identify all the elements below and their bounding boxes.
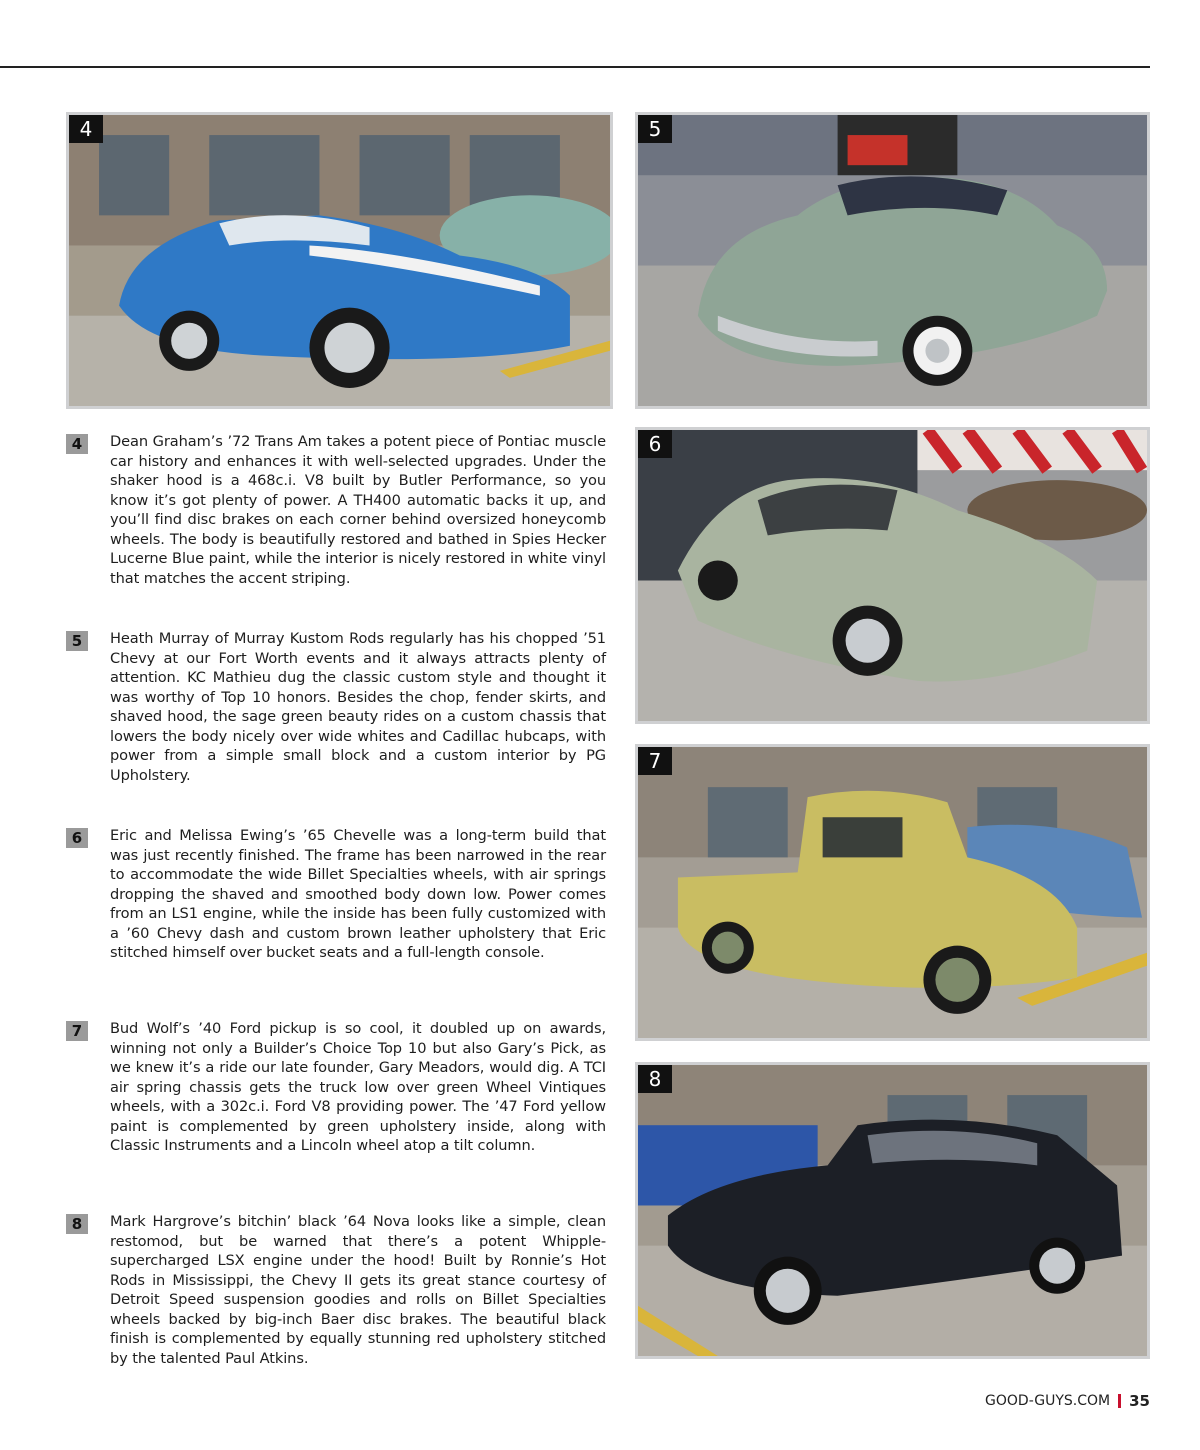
photo-7 xyxy=(635,744,1150,1041)
photo-number-5: 5 xyxy=(638,115,672,143)
photo-8 xyxy=(635,1062,1150,1359)
caption-text-5: Heath Murray of Murray Kustom Rods regularly has his chopped ’51 Chevy at our Fort Worth events and it always attracts plenty of attention. KC Mathieu dug the classic custom style and thought it was worthy of Top 10 honors. Besides the chop, fender skirts, and shaved hood, the sage green beauty rides on a custom chassis that lowers the body nicely over wide whites and Cadillac hubcaps, with power from a simple small block and a custom interior by PG Upholstery. xyxy=(110,630,606,784)
photo-4 xyxy=(66,112,613,409)
photo-6 xyxy=(635,427,1150,724)
top-rule xyxy=(0,66,1150,68)
caption-text-4: Dean Graham’s ’72 Trans Am takes a potent piece of Pontiac muscle car history and enhances it with well-selected upgrades. Under the shaker hood is a 468c.i. V8 built by Butler Performance, so you know it’s got plenty of power. A TH400 automatic backs it up, and you’ll find disc brakes on each corner behind oversized honeycomb wheels. The body is beautifully restored and bathed in Spies Hecker Lucerne Blue paint, while the interior is nicely restored in white vinyl that matches the accent striping. xyxy=(110,433,606,587)
car-photo-5-image xyxy=(638,115,1147,406)
photo-5 xyxy=(635,112,1150,409)
car-photo-8-image xyxy=(638,1065,1147,1356)
caption-4 xyxy=(66,432,606,588)
photo-number-4: 4 xyxy=(69,115,103,143)
page-footer xyxy=(985,1392,1150,1410)
caption-7 xyxy=(66,1019,606,1156)
car-photo-4-image xyxy=(69,115,610,406)
caption-number-5: 5 xyxy=(66,631,88,651)
footer-divider xyxy=(1118,1394,1121,1408)
caption-5 xyxy=(66,629,606,785)
caption-6 xyxy=(66,826,606,963)
caption-text-6: Eric and Melissa Ewing’s ’65 Chevelle was a long-term build that was just recently finished. The frame has been narrowed in the rear to accommodate the wide Billet Specialties wheels, with air springs dropping the shaved and smoothed body down low. Power comes from an LS1 engine, while the inside has been fully customized with a ’60 Chevy dash and custom brown leather upholstery that Eric stitched himself over bucket seats and a full-length console. xyxy=(110,827,606,961)
footer-site-link[interactable]: GOOD-GUYS.COM xyxy=(985,1393,1111,1409)
caption-number-7: 7 xyxy=(66,1021,88,1041)
caption-number-4: 4 xyxy=(66,434,88,454)
photo-number-8: 8 xyxy=(638,1065,672,1093)
car-photo-6-image xyxy=(638,430,1147,721)
caption-number-6: 6 xyxy=(66,828,88,848)
caption-text-7: Bud Wolf’s ’40 Ford pickup is so cool, it doubled up on awards, winning not only a Builder’s Choice Top 10 but also Gary’s Pick, as we knew it’s a ride our late founder, Gary Meadors, would dig. A TCI air spring chassis gets the truck low over green Wheel Vintiques wheels, with a 302c.i. Ford V8 providing power. The ’47 Ford yellow paint is complemented by green upholstery inside, along with Classic Instruments and a Lincoln wheel atop a tilt column. xyxy=(110,1020,606,1154)
photo-number-7: 7 xyxy=(638,747,672,775)
caption-number-8: 8 xyxy=(66,1214,88,1234)
caption-text-8: Mark Hargrove’s bitchin’ black ’64 Nova looks like a simple, clean restomod, but be warned that there’s a potent Whipple-supercharged LSX engine under the hood! Built by Ronnie’s Hot Rods in Mississippi, the Chevy II gets its great stance courtesy of Detroit Speed suspension goodies and rolls on Billet Specialties wheels backed by big-inch Baer disc brakes. The beautiful black finish is complemented by equally stunning red upholstery stitched by the talented Paul Atkins. xyxy=(110,1213,606,1367)
photo-number-6: 6 xyxy=(638,430,672,458)
caption-8 xyxy=(66,1212,606,1368)
car-photo-7-image xyxy=(638,747,1147,1038)
page-number: 35 xyxy=(1129,1392,1150,1410)
